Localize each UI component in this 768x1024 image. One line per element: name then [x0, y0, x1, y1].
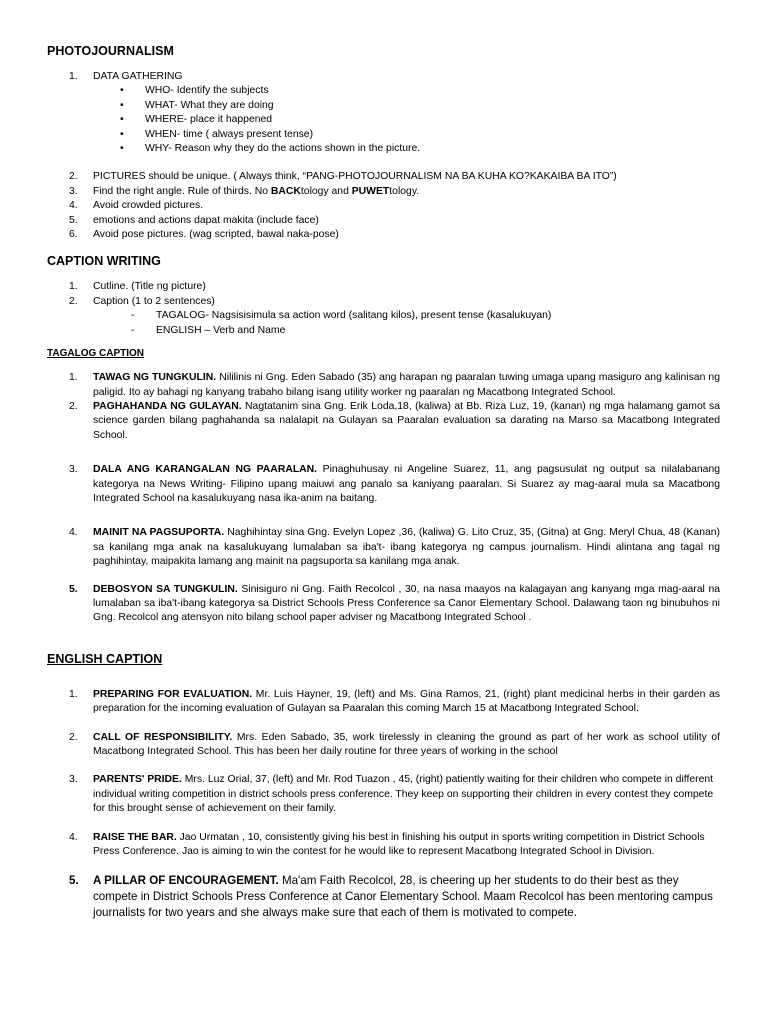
item-text [93, 185, 720, 199]
item-text: Cutline. (Title ng picture) [93, 281, 206, 293]
item-number: 2. [69, 731, 78, 743]
photojournalism-heading: PHOTOJOURNALISM [47, 44, 174, 58]
bold-run: BACK [270, 185, 301, 197]
list-item [47, 185, 720, 199]
caption-title: MAINIT NA PAGSUPORTA. [93, 527, 225, 539]
text-run: Find the right angle. Rule of thirds. No [93, 185, 271, 197]
item-number: 6. [69, 229, 78, 241]
list-item [131, 324, 720, 338]
caption-text [93, 463, 720, 506]
dash-marker: - [131, 324, 135, 336]
list-item [47, 688, 720, 717]
list-item [47, 773, 720, 816]
item-number: 2. [69, 171, 78, 183]
item-number: 1. [69, 281, 78, 293]
dash-text: ENGLISH – Verb and Name [156, 324, 286, 336]
caption-title: RAISE THE BAR. [93, 831, 177, 843]
item-text: emotions and actions dapat makita (include face) [93, 214, 319, 226]
bold-run: PUWET [351, 185, 390, 197]
caption-title: PARENTS' PRIDE. [93, 774, 182, 786]
list-item [47, 873, 720, 921]
item-text: DATA GATHERING [93, 71, 183, 82]
item-number: 4. [69, 200, 78, 212]
bullet-text: WHERE- place it happened [145, 114, 273, 126]
item-number: 3. [69, 774, 78, 786]
caption-body: Pinaghuhusay ni Angeline Suarez, 11, ang pagsusulat ng output sa nilalabanang kategorya na News Writing- Filipino upang maiuwi ang panalo sa kaniyang paaralan. Si Suarez ay mag-aaral mula sa Macatbong Integrated School na kasalukuyang nasa ika-anim na baitang. [93, 464, 720, 504]
list-item [47, 463, 720, 506]
list-item [120, 142, 720, 156]
english-caption-list [47, 688, 720, 922]
caption-body: Sinisiguro ni Gng. Faith Recolcol , 30, na nasa maayos na kalagayan ang kanyang mga mag-aaral na lumalaban sa iba't-ibang kategorya sa District Schools Press Conference sa Canor Elementary School. Dalawang taon ng binubuhos ni Gng. Recolcol ang atensyon nito bilang school paper adviser ng Macatbong Integrated School . [93, 583, 720, 624]
item-number: 4. [69, 831, 78, 843]
text-run: tology and [300, 185, 352, 197]
list-item [47, 731, 720, 760]
caption-title: DEBOSYON SA TUNGKULIN. [93, 583, 238, 595]
caption-writing-heading: CAPTION WRITING [47, 254, 161, 269]
item-text: PICTURES should be unique. ( Always think, “PANG-PHOTOJOURNALISM NA BA KUHA KO?KAKAIBA BA ITO”) [93, 171, 617, 183]
list-item [47, 199, 720, 213]
caption-title: PAGHAHANDA NG GULAYAN. [93, 400, 242, 412]
list-item [47, 280, 720, 294]
list-item [47, 214, 720, 228]
list-item [47, 70, 720, 156]
caption-text [93, 400, 720, 443]
caption-body: Nagtatanim sina Gng. Erik Loda,18, (kaliwa) at Bb. Riza Luz, 19, (kanan) ng mga halamang gamot sa science garden bilang paghahanda sa nalalapit na Gulayan sa Paaralan evaluation sa darating na Marso sa Macatbong Integrated School. [93, 400, 720, 441]
list-item [120, 84, 720, 98]
item-number: 5. [69, 874, 79, 888]
caption-text [93, 773, 720, 816]
item-number: 1. [69, 71, 78, 82]
caption-title: A PILLAR OF ENCOURAGEMENT. [93, 874, 279, 888]
list-item [47, 371, 720, 400]
photojournalism-list [47, 70, 720, 242]
caption-body: Jao Urmatan , 10, consistently giving his best in finishing his output in sports writing competition in District Schools Press Conference. Jao is aiming to win the contest for he would like to represent Macatbong Integrated School in Division. [93, 831, 705, 858]
data-gathering-bullets [93, 84, 720, 156]
caption-text [93, 371, 720, 400]
bullet-text: WHY- Reason why they do the actions shown in the picture. [145, 143, 421, 155]
list-item [47, 526, 720, 569]
caption-body: Naghihintay sina Gng. Evelyn Lopez ,36, (kaliwa) G. Lito Cruz, 35, (Gitna) at Gng. Meryl Chua, 48 (Kanan) sa kanilang mga anak na kasalukuyang lumalaban sa iba't- ibang kategorya ng campus journalism. Hindi alintana ang tagal ng paghihintay, maipakita lamang ang mainit na pagsuporta sa kanilang mga anak. [93, 527, 721, 568]
list-item [47, 295, 720, 338]
caption-title: CALL OF RESPONSIBILITY. [93, 731, 233, 743]
bullet-text: WHEN- time ( always present tense) [145, 128, 314, 140]
item-number: 1. [69, 372, 78, 384]
item-number: 4. [69, 527, 78, 539]
bullet-icon: • [120, 128, 124, 140]
list-item [47, 583, 720, 626]
caption-text [93, 526, 720, 569]
item-number: 5. [69, 583, 78, 595]
caption-body: Mrs. Luz Orial, 37, (left) and Mr. Rod Tuazon , 45, (right) patiently waiting for their children who compete in different individual writing competition in district schools press conference. They keep on supporting their children in every contest they compete for this brought sense of achievement on their family. [93, 774, 714, 815]
caption-dash-list [93, 309, 720, 338]
caption-title: DALA ANG KARANGALAN NG PAARALAN. [93, 464, 318, 476]
item-number: 2. [69, 295, 78, 307]
caption-text [93, 831, 720, 860]
item-number: 3. [69, 464, 78, 476]
caption-writing-list [47, 280, 720, 338]
item-number: 5. [69, 214, 78, 226]
bullet-text: WHO- Identify the subjects [145, 85, 269, 97]
list-item [47, 170, 720, 184]
item-text: Avoid crowded pictures. [93, 200, 204, 212]
bullet-icon: • [120, 99, 124, 111]
english-caption-heading: ENGLISH CAPTION [47, 651, 163, 666]
bullet-icon: • [120, 143, 124, 155]
list-item [120, 128, 720, 142]
bullet-icon: • [120, 114, 124, 126]
list-item [47, 831, 720, 860]
tagalog-caption-heading: TAGALOG CAPTION [47, 348, 145, 360]
list-item [120, 113, 720, 127]
item-text: Caption (1 to 2 sentences) [93, 295, 215, 307]
list-item [47, 228, 720, 242]
caption-text [93, 873, 720, 921]
dash-marker: - [131, 310, 135, 322]
tagalog-caption-list [47, 371, 720, 626]
caption-title: TAWAG NG TUNGKULIN. [93, 372, 217, 384]
list-item [131, 309, 720, 323]
item-text: Avoid pose pictures. (wag scripted, bawal naka-pose) [93, 229, 339, 241]
bullet-icon: • [120, 85, 124, 97]
item-number: 3. [69, 185, 78, 197]
caption-body: Nililinis ni Gng. Eden Sabado (35) ang harapan ng paaralan tuwing umaga upang masiguro ang kalinisan ng paligid. Ito ay bahagi ng kanyang trabaho bilang isang utility worker ng paaralan ng Macatbong Integrated School. [93, 372, 720, 398]
text-run: tology. [389, 185, 420, 197]
caption-body: Mr. Luis Hayner, 19, (left) and Ms. Gina Ramos, 21, (right) plant medicinal herbs in their garden as preparation for the incoming evaluation of Gulayan sa Paaralan this coming March 15 at Macatbong Integrated School. [93, 688, 720, 715]
caption-body: Mrs. Eden Sabado, 35, work tirelessly in cleaning the ground as part of her work as school utility of Macatbong Integrated School. This has been her daily routine for three years of working in the school [93, 731, 720, 757]
bullet-text: WHAT- What they are doing [145, 99, 274, 111]
dash-text: TAGALOG- Nagsisisimula sa action word (salitang kilos), present tense (kasalukuyan) [156, 310, 552, 322]
caption-title: PREPARING FOR EVALUATION. [93, 688, 253, 700]
list-item [120, 99, 720, 113]
caption-text [93, 688, 720, 717]
caption-body: Ma'am Faith Recolcol, 28, is cheering up her students to do their best as they compete in District Schools Press Conference at Canor Elementary School. Maam Recolcol has been mentoring campus journalists for two years and she always make sure that each of them is motivated to compete. [93, 874, 713, 920]
caption-text [93, 731, 720, 760]
item-number: 1. [69, 688, 78, 700]
caption-text [93, 583, 720, 626]
list-item [47, 400, 720, 443]
item-number: 2. [69, 400, 78, 412]
